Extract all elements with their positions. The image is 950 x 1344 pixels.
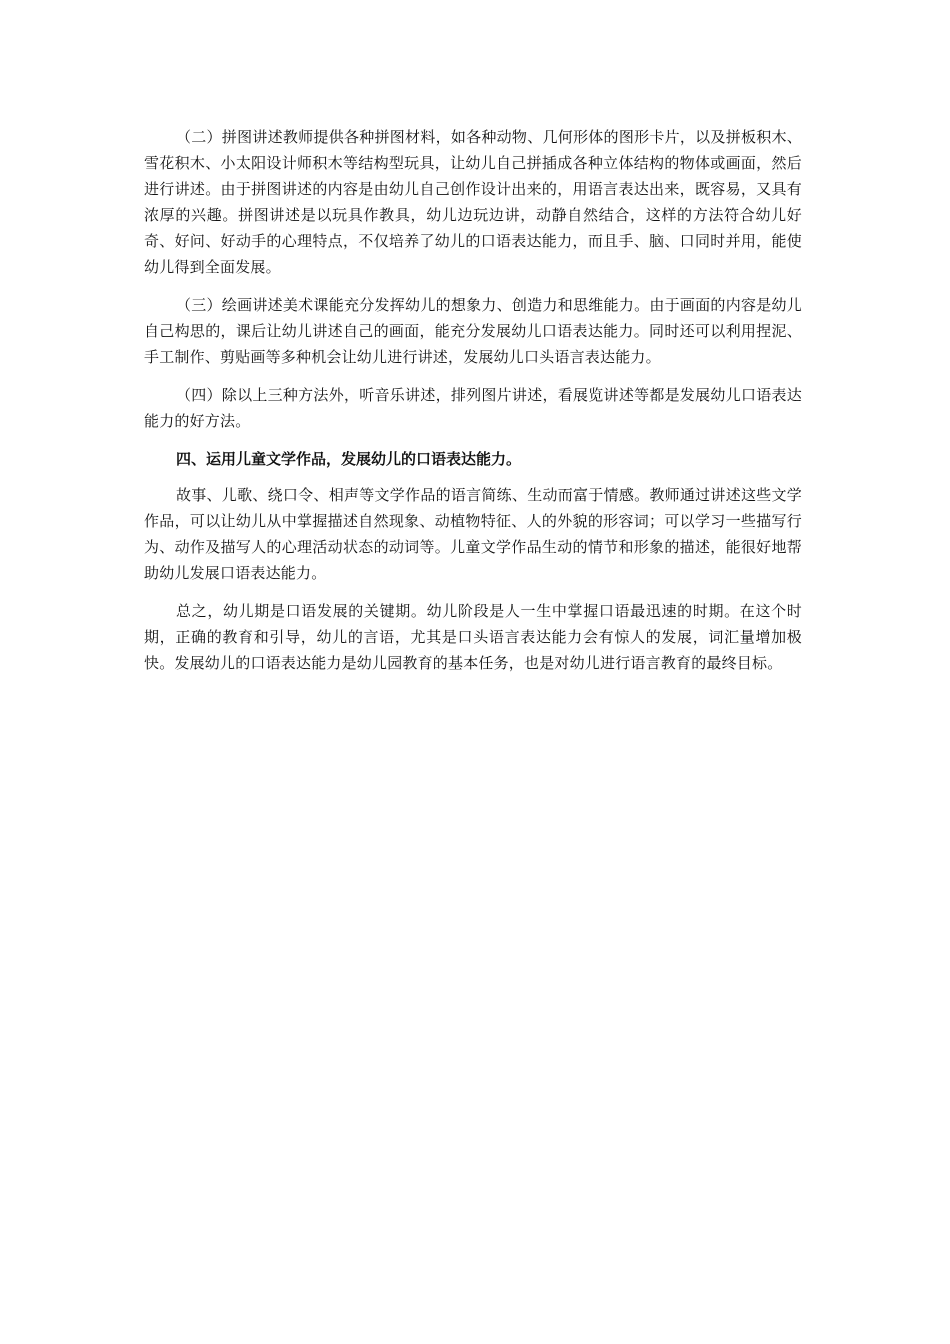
paragraph-drawing-narration: （三）绘画讲述美术课能充分发挥幼儿的想象力、创造力和思维能力。由于画面的内容是幼儿自己构思的，课后让幼儿讲述自己的画面，能充分发展幼儿口语表达能力。同时还可以利用捏泥、手工制作、剪贴画等多种机会让幼儿进行讲述，发展幼儿口头语言表达能力。: [144, 296, 802, 366]
paragraph-other-methods: （四）除以上三种方法外，听音乐讲述，排列图片讲述，看展览讲述等都是发展幼儿口语表达能力的好方法。: [144, 386, 802, 430]
paragraph-literature-works: 故事、儿歌、绕口令、相声等文学作品的语言简练、生动而富于情感。教师通过讲述这些文学作品，可以让幼儿从中掌握描述自然现象、动植物特征、人的外貌的形容词；可以学习一些描写行为、动作及描写人的心理活动状态的动词等。儿童文学作品生动的情节和形象的描述，能很好地帮助幼儿发展口语表达能力。: [144, 486, 802, 582]
paragraph-conclusion: 总之，幼儿期是口语发展的关键期。幼儿阶段是人一生中掌握口语最迅速的时期。在这个时期，正确的教育和引导，幼儿的言语，尤其是口头语言表达能力会有惊人的发展，词汇量增加极快。发展幼儿的口语表达能力是幼儿园教育的基本任务，也是对幼儿进行语言教育的最终目标。: [144, 602, 802, 672]
section-heading-four: 四、运用儿童文学作品，发展幼儿的口语表达能力。: [176, 450, 522, 468]
document-body: [144, 124, 802, 688]
paragraph-puzzle-narration: （二）拼图讲述教师提供各种拼图材料，如各种动物、几何形体的图形卡片，以及拼板积木、雪花积木、小太阳设计师积木等结构型玩具，让幼儿自己拼插成各种立体结构的物体或画面，然后进行讲述。由于拼图讲述的内容是由幼儿自己创作设计出来的，用语言表达出来，既容易，又具有浓厚的兴趣。拼图讲述是以玩具作教具，幼儿边玩边讲，动静自然结合，这样的方法符合幼儿好奇、好问、好动手的心理特点，不仅培养了幼儿的口语表达能力，而且手、脑、口同时并用，能使幼儿得到全面发展。: [144, 128, 802, 276]
